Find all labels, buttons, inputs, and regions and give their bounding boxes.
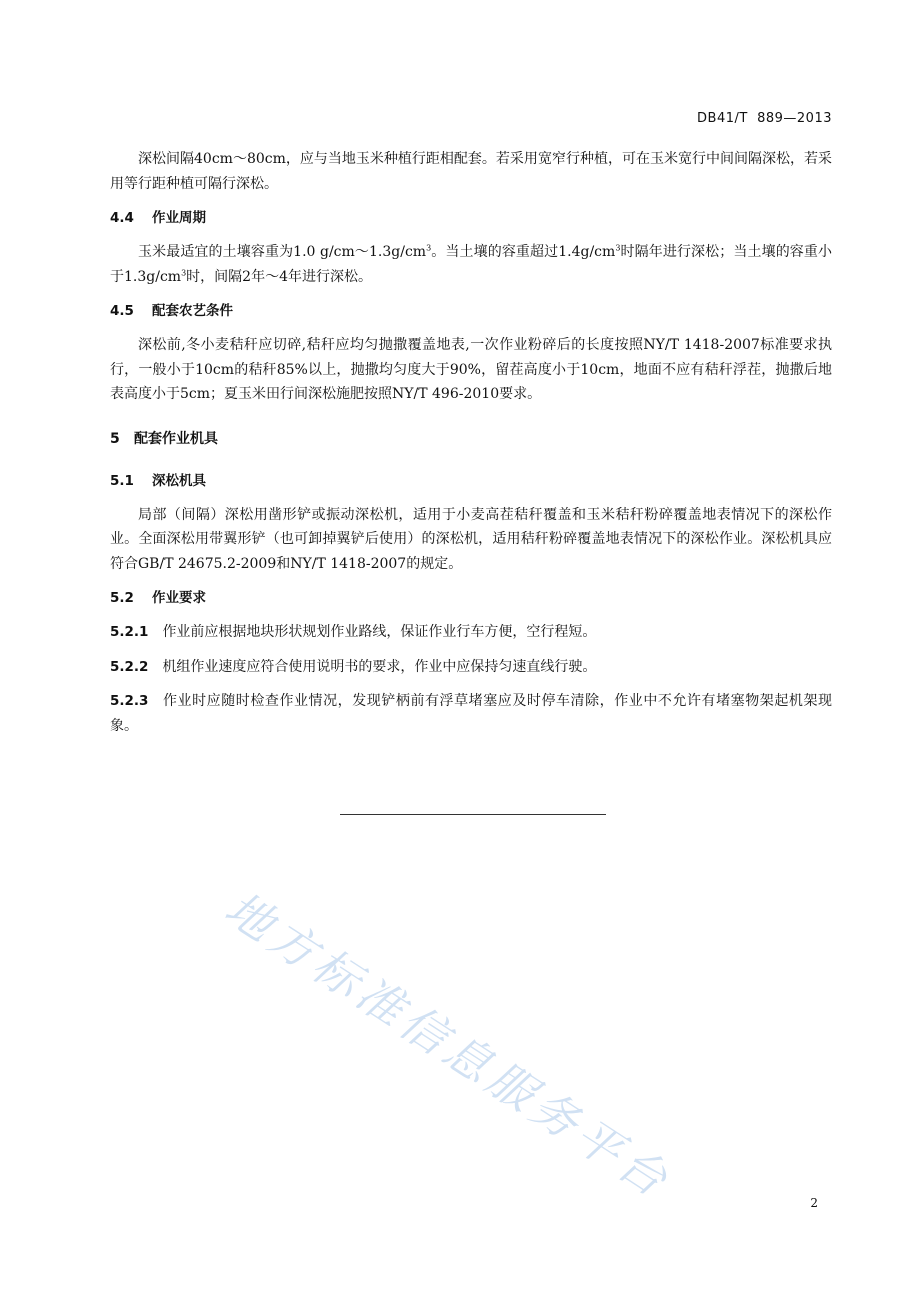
section-title: 深松机具 [152,472,206,489]
document-body [110,147,832,748]
chapter-title: 配套作业机具 [134,430,218,447]
clause-number: 5.2.3 [110,693,149,709]
superscript: 3 [615,243,621,253]
section-4-4-paragraph [110,240,832,289]
clause-text: 作业时应随时检查作业情况，发现铲柄前有浮草堵塞应及时停车清除，作业中不允许有堵塞物架起机架现象。 [110,693,832,734]
section-5-1-heading [110,469,832,493]
standard-number-header: DB41/T 889—2013 [697,111,832,126]
clause-number: 5.2.2 [110,658,149,675]
section-5-2-heading [110,586,832,610]
section-number: 4.5 [110,303,134,319]
section-title: 配套农艺条件 [152,303,233,319]
section-4-5-heading [110,299,832,323]
intro-paragraph: 深松间隔40cm～80cm，应与当地玉米种植行距相配套。若采用宽窄行种植，可在玉米宽行中间间隔深松，若采用等行距种植可隔行深松。 [110,151,832,192]
section-number: 5.2 [110,590,134,606]
clause-text: 机组作业速度应符合使用说明书的要求，作业中应保持匀速直线行驶。 [162,658,597,675]
clause-5-2-2 [110,655,832,680]
text-run: 玉米最适宜的土壤容重为1.0 g/cm～1.3g/cm [138,244,427,260]
clause-number: 5.2.1 [110,624,149,640]
section-4-4-heading [110,206,832,230]
section-5-1-paragraph: 局部（间隔）深松用凿形铲或振动深松机，适用于小麦高茬秸秆覆盖和玉米秸秆粉碎覆盖地表情况下的深松作业。全面深松用带翼形铲（也可卸掉翼铲后使用）的深松机，适用秸秆粉碎覆盖地表情况下的深松作业。深松机具应符合GB/T 24675.2-2009和NY/T 1418-2007的规定。 [110,506,832,572]
section-4-5-paragraph: 深松前,冬小麦秸秆应切碎,秸秆应均匀抛撒覆盖地表,一次作业粉碎后的长度按照NY/T 1418-2007标准要求执行，一般小于10cm的秸秆85%以上，抛撒均匀度大于90%，留茬高度小于10cm，地面不应有秸秆浮茬，抛撒后地表高度小于5cm；夏玉米田行间深松施肥按照NY/T 496-2010要求。 [110,337,832,402]
superscript: 3 [181,267,187,277]
section-title: 作业周期 [152,210,206,226]
text-run: 时，间隔2年～4年进行深松。 [186,268,372,285]
section-number: 4.4 [110,210,134,226]
clause-text: 作业前应根据地块形状规划作业路线，保证作业行车方便，空行程短。 [162,624,597,640]
chapter-5-heading [110,427,832,451]
page-number: 2 [810,1196,818,1210]
chapter-number: 5 [110,430,120,447]
section-title: 作业要求 [152,590,206,606]
text-run: 时隔年进行深松；当土壤的容重小于1.3g/cm [110,244,833,285]
end-of-document-line [340,814,606,815]
section-number: 5.1 [110,472,134,489]
superscript: 3 [426,243,432,253]
text-run: 。当土壤的容重超过1.4g/cm [431,244,616,260]
watermark: 地方标准信息服务平台 [215,880,682,1210]
clause-5-2-3 [110,689,832,738]
clause-5-2-1 [110,620,832,645]
